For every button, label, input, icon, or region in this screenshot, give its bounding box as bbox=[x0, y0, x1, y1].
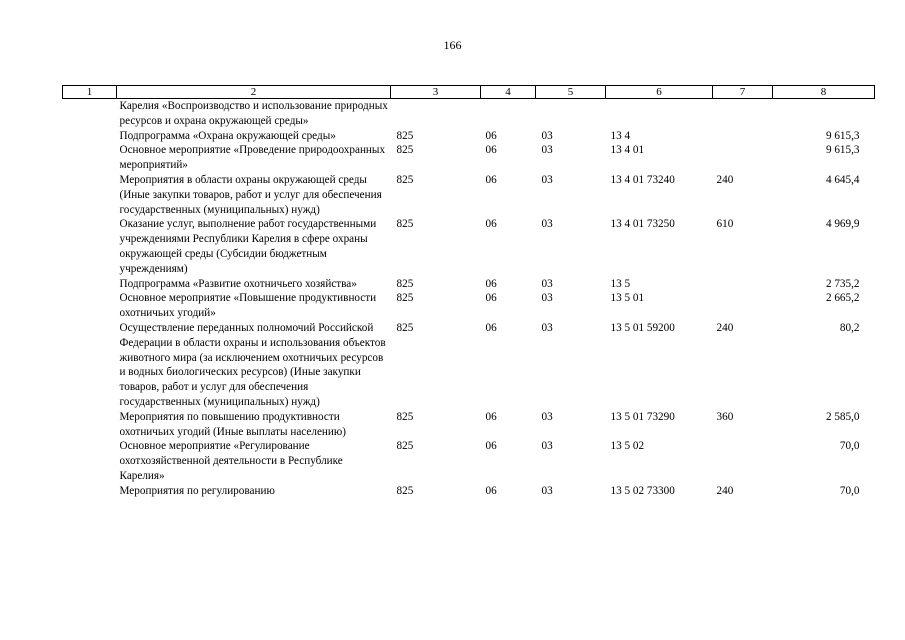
cell-code-6: 13 5 02 73300 bbox=[610, 484, 675, 497]
cell-amount: 9 615,3 bbox=[825, 144, 860, 157]
cell-code-6: 13 5 02 bbox=[610, 440, 645, 453]
budget-table bbox=[62, 85, 875, 499]
cell-code-4: 06 bbox=[485, 129, 497, 142]
cell-code-3: 825 bbox=[396, 410, 414, 423]
table-row bbox=[63, 277, 875, 292]
cell-code-7 bbox=[713, 291, 773, 321]
cell-num bbox=[63, 143, 117, 173]
cell-name: Оказание услуг, выполнение работ государственными учреждениями Республики Карелия в сфере охраны окружающей среды (Субсидии бюджетным учреждениям) bbox=[119, 218, 377, 275]
cell-num bbox=[63, 217, 117, 276]
header-col-8: 8 bbox=[773, 86, 875, 99]
cell-code-5: 03 bbox=[541, 440, 553, 453]
cell-code-5: 03 bbox=[541, 144, 553, 157]
cell-code-6: 13 5 01 73290 bbox=[610, 410, 675, 423]
cell-num bbox=[63, 173, 117, 217]
cell-num bbox=[63, 277, 117, 292]
cell-name: Подпрограмма «Охрана окружающей среды» bbox=[119, 129, 336, 142]
cell-code-3: 825 bbox=[396, 144, 414, 157]
header-row bbox=[63, 86, 875, 99]
cell-code-4: 06 bbox=[485, 218, 497, 231]
cell-name: Мероприятия по регулированию bbox=[119, 484, 275, 497]
cell-code-6: 13 5 bbox=[610, 277, 631, 290]
header-col-5: 5 bbox=[536, 86, 606, 99]
cell-code-4: 06 bbox=[485, 277, 497, 290]
cell-code-6: 13 5 01 bbox=[610, 292, 645, 305]
cell-code-3: 825 bbox=[396, 484, 414, 497]
cell-code-5: 03 bbox=[541, 129, 553, 142]
cell-code-3: 825 bbox=[396, 321, 414, 334]
cell-amount: 9 615,3 bbox=[825, 129, 860, 142]
cell-num bbox=[63, 129, 117, 144]
cell-code-7 bbox=[713, 277, 773, 292]
cell-code-7 bbox=[713, 129, 773, 144]
cell-name: Основное мероприятие «Повышение продуктивности охотничьих угодий» bbox=[119, 292, 377, 320]
header-col-7: 7 bbox=[713, 86, 773, 99]
cell-amount: 4 645,4 bbox=[825, 173, 860, 186]
cell-code-3: 825 bbox=[396, 129, 414, 142]
cell-code-3 bbox=[391, 99, 481, 129]
table-body bbox=[63, 99, 875, 499]
cell-num bbox=[63, 99, 117, 129]
table-row bbox=[63, 143, 875, 173]
cell-code-5 bbox=[536, 99, 606, 129]
cell-amount: 70,0 bbox=[839, 484, 860, 497]
cell-code-4: 06 bbox=[485, 144, 497, 157]
cell-name: Мероприятия по повышению продуктивности охотничьих угодий (Иные выплаты населению) bbox=[119, 410, 346, 438]
cell-num bbox=[63, 321, 117, 410]
cell-code-7: 360 bbox=[716, 410, 734, 423]
cell-num bbox=[63, 484, 117, 499]
cell-code-4: 06 bbox=[485, 410, 497, 423]
table-row bbox=[63, 484, 875, 499]
cell-code-6: 13 4 01 73250 bbox=[610, 218, 675, 231]
cell-code-5: 03 bbox=[541, 292, 553, 305]
header-col-1: 1 bbox=[63, 86, 117, 99]
header-col-6: 6 bbox=[606, 86, 713, 99]
table-row bbox=[63, 173, 875, 217]
cell-code-5: 03 bbox=[541, 484, 553, 497]
cell-code-4: 06 bbox=[485, 173, 497, 186]
cell-name: Подпрограмма «Развитие охотничьего хозяйства» bbox=[119, 277, 357, 290]
table-row bbox=[63, 129, 875, 144]
cell-name: Карелия «Воспроизводство и использование природных ресурсов и охрана окружающей среды» bbox=[119, 100, 388, 127]
cell-code-4: 06 bbox=[485, 292, 497, 305]
cell-code-3: 825 bbox=[396, 218, 414, 231]
cell-name: Основное мероприятие «Регулирование охотхозяйственной деятельности в Республике Карелия» bbox=[119, 440, 343, 482]
cell-code-6: 13 5 01 59200 bbox=[610, 321, 675, 334]
cell-name: Основное мероприятие «Проведение природоохранных мероприятий» bbox=[119, 144, 386, 172]
cell-code-5: 03 bbox=[541, 277, 553, 290]
cell-num bbox=[63, 439, 117, 483]
cell-code-5: 03 bbox=[541, 173, 553, 186]
cell-code-7: 240 bbox=[716, 321, 734, 334]
table-row bbox=[63, 291, 875, 321]
cell-amount: 70,0 bbox=[839, 440, 860, 453]
cell-num bbox=[63, 410, 117, 440]
header-col-2: 2 bbox=[117, 86, 391, 99]
header-col-3: 3 bbox=[391, 86, 481, 99]
cell-code-7 bbox=[713, 439, 773, 483]
cell-code-4: 06 bbox=[485, 440, 497, 453]
cell-code-6 bbox=[606, 99, 713, 129]
header-col-4: 4 bbox=[481, 86, 536, 99]
cell-amount: 2 585,0 bbox=[825, 410, 860, 423]
cell-amount bbox=[773, 99, 875, 129]
cell-code-5: 03 bbox=[541, 321, 553, 334]
cell-name: Мероприятия в области охраны окружающей среды (Иные закупки товаров, работ и услуг для обеспечения государственных (муниципальных) нужд) bbox=[119, 173, 382, 216]
cell-amount: 80,2 bbox=[839, 321, 860, 334]
cell-code-7 bbox=[713, 99, 773, 129]
cell-code-5: 03 bbox=[541, 218, 553, 231]
cell-code-4: 06 bbox=[485, 321, 497, 334]
cell-code-7: 240 bbox=[716, 484, 734, 497]
table-row bbox=[63, 321, 875, 410]
page-number: 166 bbox=[443, 38, 462, 52]
cell-code-4: 06 bbox=[485, 484, 497, 497]
cell-code-3: 825 bbox=[396, 277, 414, 290]
table-row bbox=[63, 410, 875, 440]
cell-amount: 4 969,9 bbox=[825, 218, 860, 231]
cell-code-4 bbox=[481, 99, 536, 129]
cell-code-3: 825 bbox=[396, 173, 414, 186]
cell-amount: 2 735,2 bbox=[825, 277, 860, 290]
cell-name: Осуществление переданных полномочий Российской Федерации в области охраны и использования объектов животного мира (за исключением охотничьих ресурсов и водных биологических ресурсов) (Иные закупки товаров, работ и услуг для обеспечения государственных (муниципальных) нужд) bbox=[119, 321, 386, 408]
cell-code-7 bbox=[713, 143, 773, 173]
cell-amount: 2 665,2 bbox=[825, 292, 860, 305]
cell-code-3: 825 bbox=[396, 292, 414, 305]
cell-num bbox=[63, 291, 117, 321]
cell-code-6: 13 4 01 73240 bbox=[610, 173, 675, 186]
table-row bbox=[63, 439, 875, 483]
table-row bbox=[63, 217, 875, 276]
cell-code-6: 13 4 bbox=[610, 129, 631, 142]
table-row bbox=[63, 99, 875, 129]
cell-code-3: 825 bbox=[396, 440, 414, 453]
cell-code-6: 13 4 01 bbox=[610, 144, 645, 157]
cell-code-5: 03 bbox=[541, 410, 553, 423]
cell-code-7: 610 bbox=[716, 218, 734, 231]
cell-code-7: 240 bbox=[716, 173, 734, 186]
